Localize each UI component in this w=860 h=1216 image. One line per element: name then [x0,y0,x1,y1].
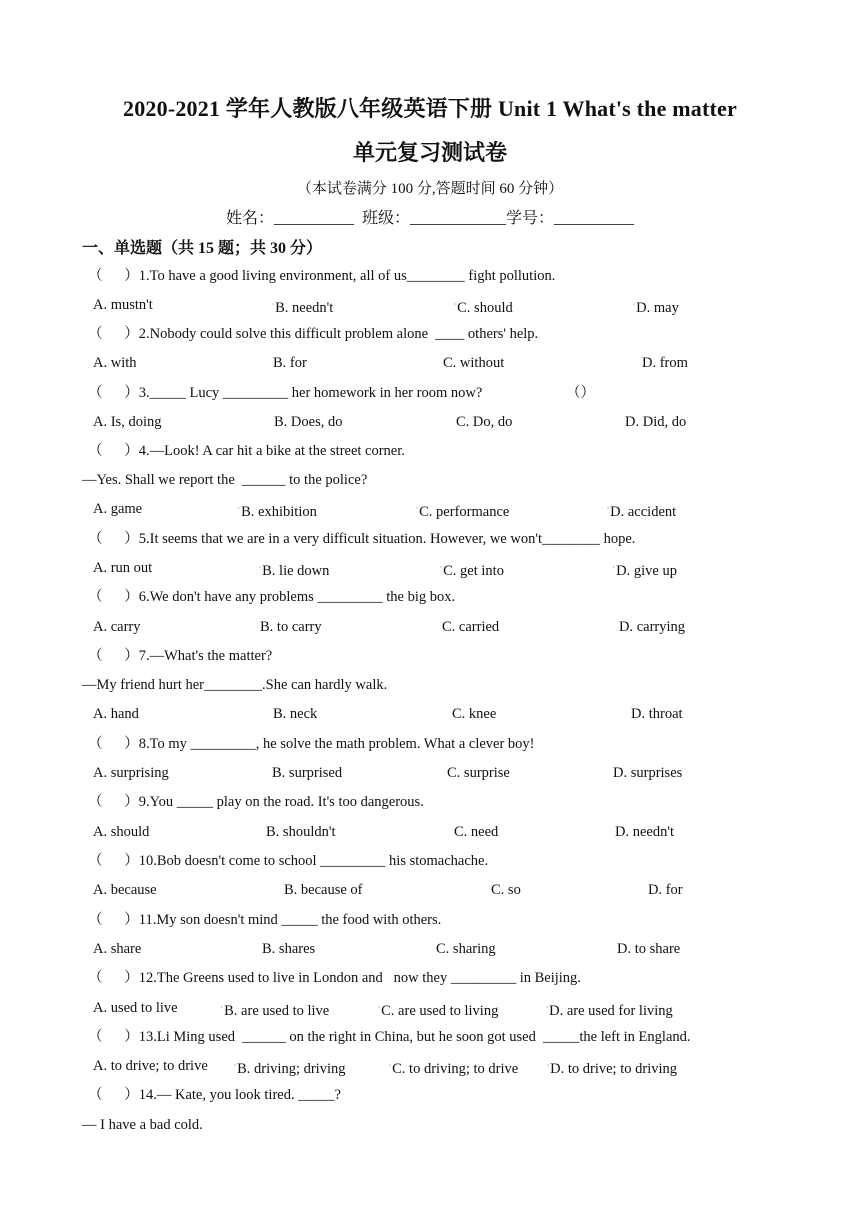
q6-option-b: B. to carry [260,619,322,635]
question-7-continuation: —My friend hurt her________.She can hardly walk. [82,677,388,693]
question-1-stem: （ ）1.To have a good living environment, all of us________ fight pollution. [88,268,556,284]
question-5-stem: （ ）5.It seems that we are in a very difficult situation. However, we won't________ hope. [88,531,636,547]
q10-option-d: D. for [648,882,683,898]
question-4-continuation: —Yes. Shall we report the ______ to the police? [82,472,368,488]
title-line-1: 2020-2021 学年人教版八年级英语下册 Unit 1 What's the matter [123,96,737,121]
q13-option-a: A. to drive; to drive [93,1058,208,1074]
q4-option-d: ▫D. accident [607,503,677,520]
q1-option-d: ▫D. may [633,299,679,316]
q2-option-d: D. from [642,355,688,371]
q3-option-a: A. Is, doing [93,414,162,430]
q6-option-a: A. carry [93,619,141,635]
q3-option-b: B. Does, do [274,414,343,430]
q6-option-d: D. carrying [619,619,686,635]
q2-option-b: B. for [273,355,307,371]
q5-option-c: ▫C. get into [440,562,504,579]
q12-option-c: ▫C. are used to living [378,1002,499,1019]
q7-option-d: D. throat [631,706,683,722]
q7-option-b: B. neck [273,706,318,722]
question-7-stem: （ ）7.—What's the matter? [88,648,273,664]
q10-option-c: C. so [491,882,521,898]
q4-option-b: ▫B. exhibition [238,503,317,520]
q4-option-c: ▫C. performance [416,503,510,520]
q8-option-d: D. surprises [613,765,683,781]
q5-option-d: ▫D. give up [613,562,677,579]
question-3-stem: （ ）3._____ Lucy _________ her homework in her room now? [88,385,483,401]
q1-option-b: ▫B. needn't [272,299,334,316]
title-line-2: 单元复习测试卷 [352,140,507,165]
q11-option-b: B. shares [262,941,316,957]
q2-option-a: A. with [93,355,137,371]
q13-option-b: ▫B. driving; driving [234,1060,346,1077]
q7-option-c: C. knee [452,706,497,722]
q4-option-a: A. game [93,501,143,517]
q10-option-a: A. because [93,882,157,898]
question-4-stem: （ ）4.—Look! A car hit a bike at the street corner. [88,443,405,459]
q13-option-d: ▫D. to drive; to driving [547,1060,678,1077]
q1-option-c: ▫C. should [454,299,513,316]
q12-option-b: ▫B. are used to live [221,1002,330,1019]
q5-option-b: ▫B. lie down [259,562,330,579]
q12-option-d: ▫D. are used for living [546,1002,673,1019]
q5-option-a: A. run out [93,560,153,576]
q6-option-c: C. carried [442,619,500,635]
q9-option-b: B. shouldn't [266,824,336,840]
q9-option-c: C. need [454,824,499,840]
q8-option-b: B. surprised [272,765,343,781]
exam-subtitle: （本试卷满分 100 分,答题时间 60 分钟） [296,181,564,197]
q3-option-c: C. Do, do [456,414,513,430]
q7-option-a: A. hand [93,706,139,722]
q3-option-d: D. Did, do [625,414,687,430]
question-14-continuation: — I have a bad cold. [82,1117,203,1133]
question-13-stem: （ ）13.Li Ming used ______ on the right in China, but he soon got used _____the left in England. [88,1029,691,1045]
q8-option-c: C. surprise [447,765,510,781]
q9-option-d: D. needn't [615,824,674,840]
q8-option-a: A. surprising [93,765,169,781]
q12-option-a: A. used to live [93,1000,178,1016]
question-10-stem: （ ）10.Bob doesn't come to school _________ his stomachache. [88,853,489,869]
question-12-stem: （ ）12.The Greens used to live in London and now they _________ in Beijing. [88,970,581,986]
q3-bracket: （） [566,385,595,401]
student-info-line: 姓名：__________ 班级：____________学号：__________ [225,210,634,227]
q11-option-a: A. share [93,941,142,957]
question-2-stem: （ ）2.Nobody could solve this difficult problem alone ____ others' help. [88,326,539,342]
q13-option-c: ▫C. to driving; to drive [389,1060,519,1077]
q9-option-a: A. should [93,824,150,840]
question-11-stem: （ ）11.My son doesn't mind _____ the food with others. [88,912,442,928]
question-14-stem: （ ）14.— Kate, you look tired. _____? [88,1087,341,1103]
q2-option-c: C. without [443,355,505,371]
q1-option-a: A. mustn't [93,297,153,313]
question-9-stem: （ ）9.You _____ play on the road. It's too dangerous. [88,794,424,810]
question-6-stem: （ ）6.We don't have any problems _________ the big box. [88,589,456,605]
section-title: 一、单选题（共 15 题；共 30 分） [82,240,323,257]
q10-option-b: B. because of [284,882,363,898]
q11-option-c: C. sharing [436,941,496,957]
q11-option-d: D. to share [617,941,681,957]
question-8-stem: （ ）8.To my _________, he solve the math problem. What a clever boy! [88,736,535,752]
